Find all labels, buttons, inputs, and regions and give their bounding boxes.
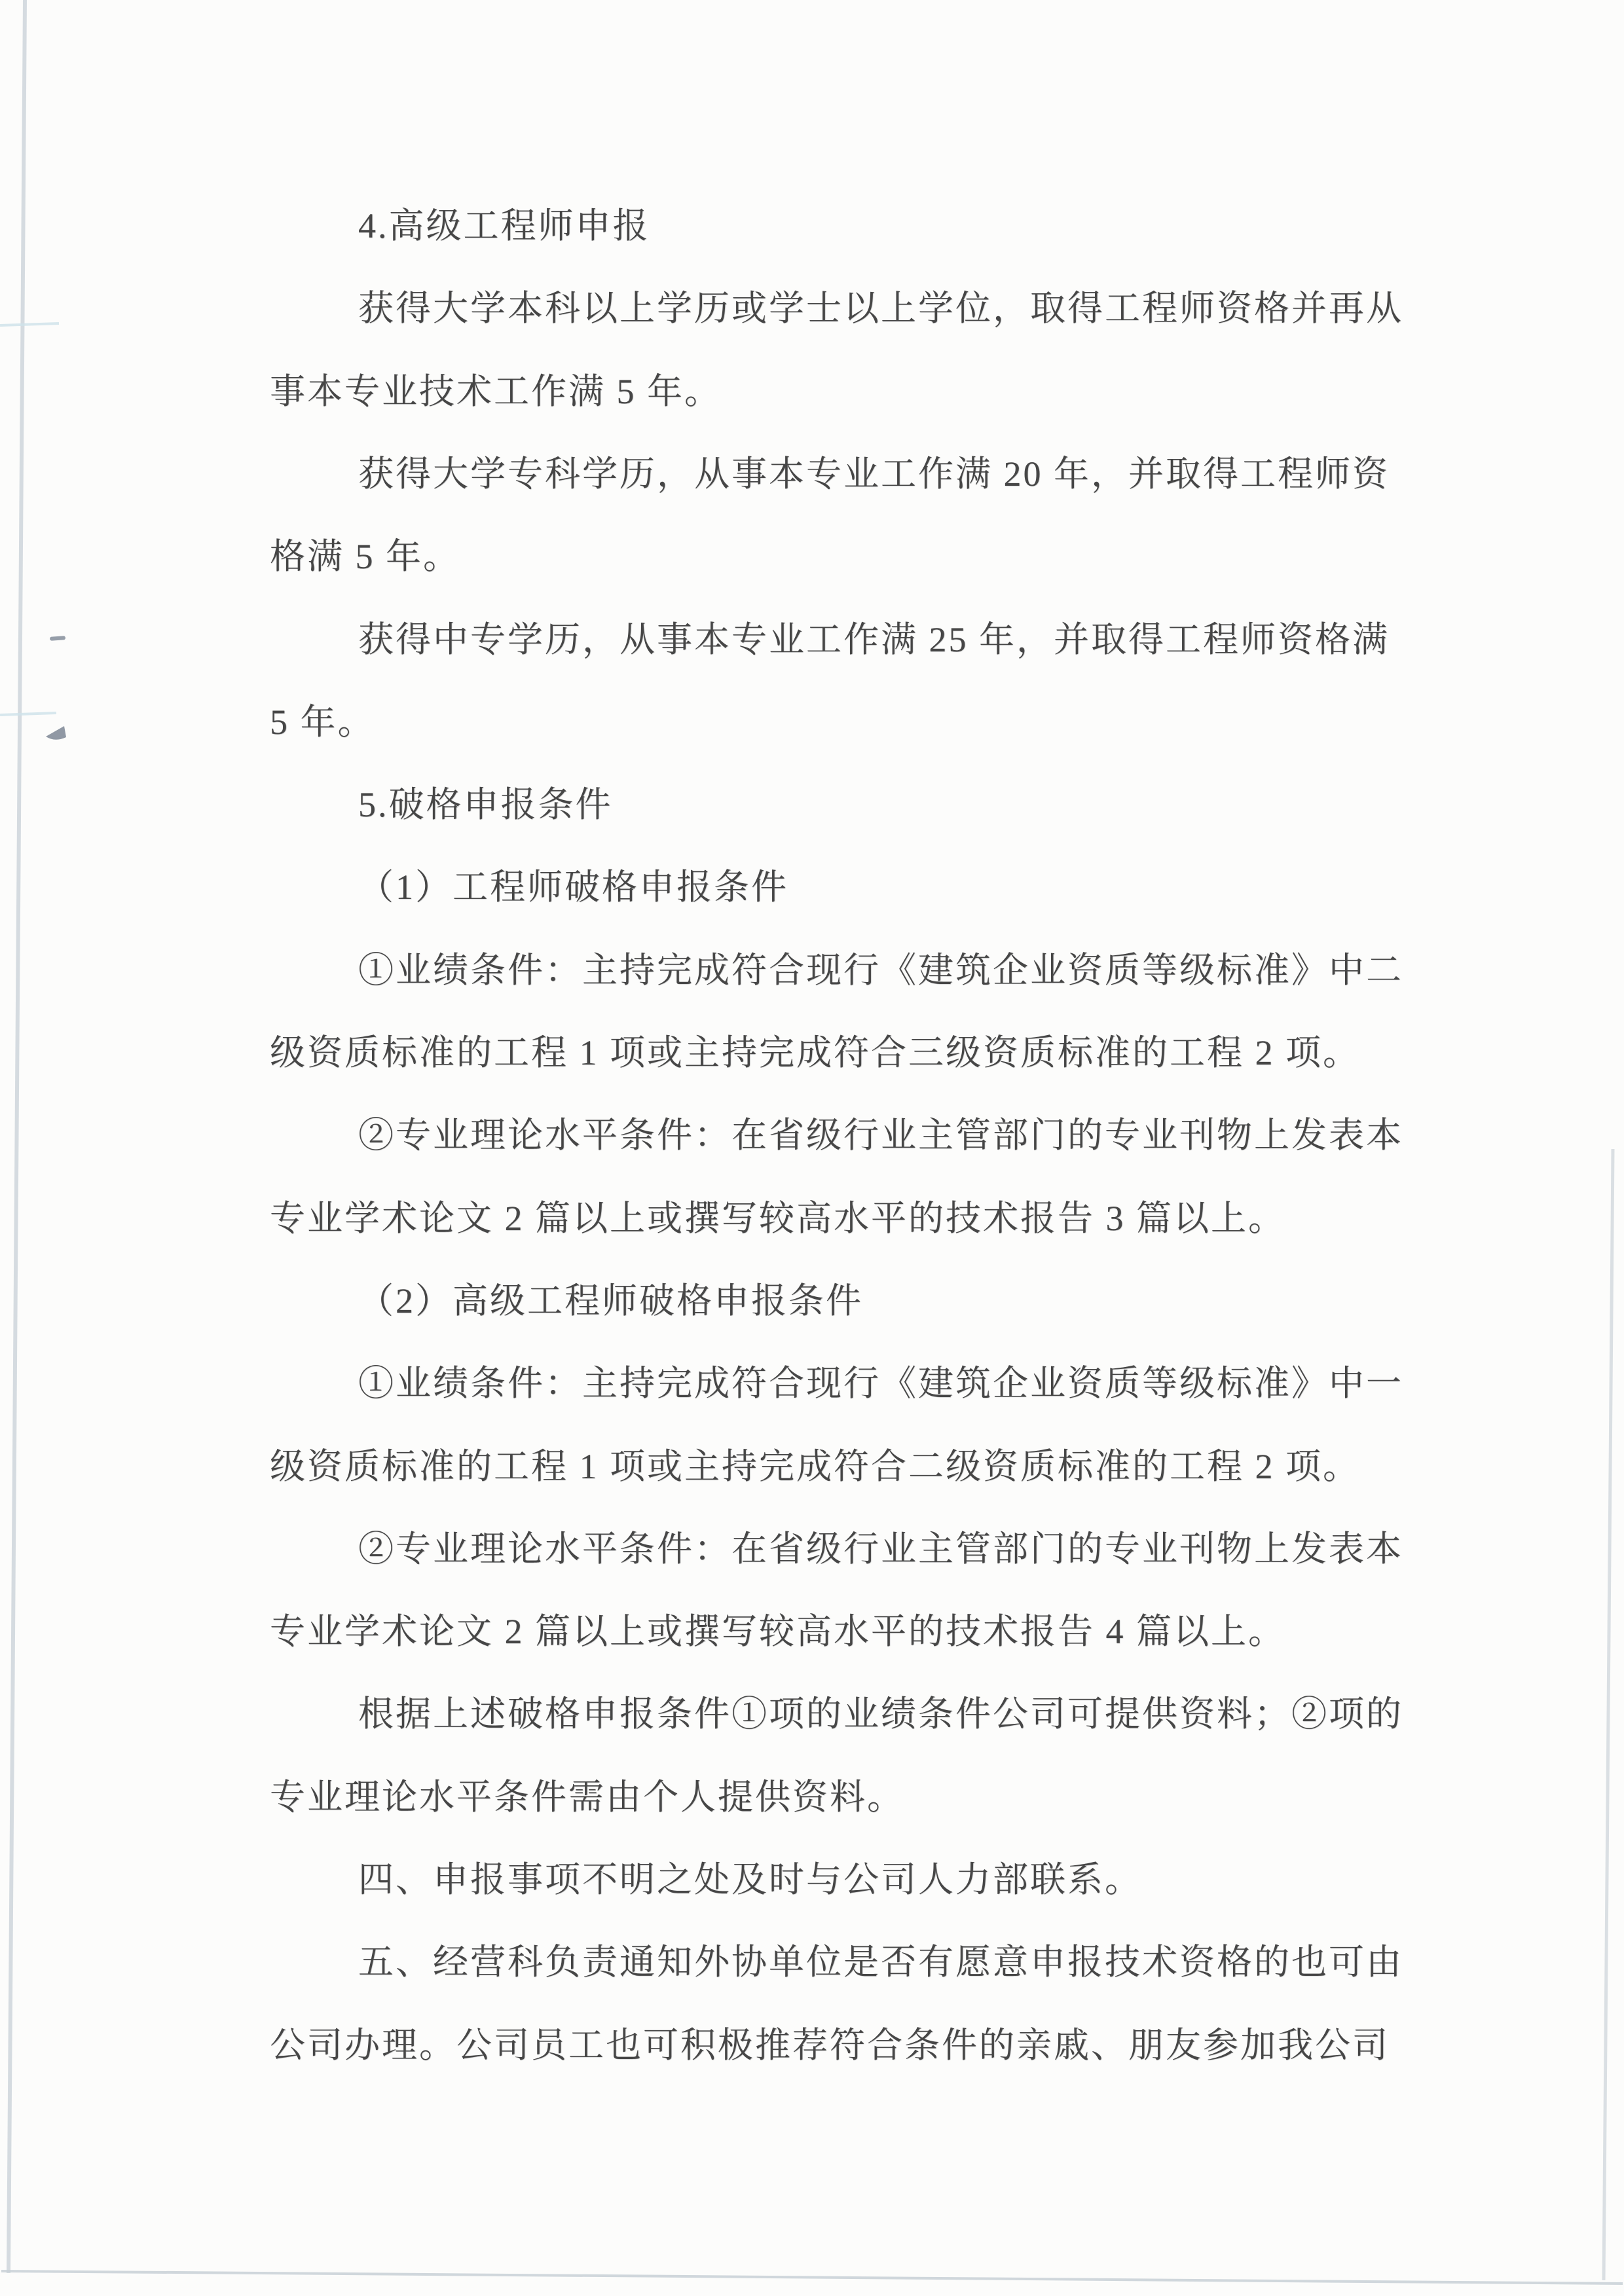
text-line: 专业理论水平条件需由个人提供资料。 <box>270 1777 904 1817</box>
text-line: 4.高级工程师申报 <box>358 206 650 246</box>
text-line: ②专业理论水平条件：在省级行业主管部门的专业刊物上发表本 <box>358 1529 1403 1569</box>
text-line: 获得中专学历，从事本专业工作满 25 年，并取得工程师资格满 <box>358 620 1390 659</box>
text-line: ②专业理论水平条件：在省级行业主管部门的专业刊物上发表本 <box>358 1116 1403 1155</box>
text-line: 事本专业技术工作满 5 年。 <box>270 372 722 411</box>
text-line: 5 年。 <box>270 702 375 742</box>
text-line: 5.破格申报条件 <box>358 785 613 824</box>
text-line: 级资质标准的工程 1 项或主持完成符合二级资质标准的工程 2 项。 <box>270 1447 1360 1486</box>
text-line: ①业绩条件：主持完成符合现行《建筑企业资质等级标准》中一 <box>358 1364 1403 1403</box>
text-line: 专业学术论文 2 篇以上或撰写较高水平的技术报告 4 篇以上。 <box>270 1612 1285 1651</box>
text-line: 级资质标准的工程 1 项或主持完成符合三级资质标准的工程 2 项。 <box>270 1033 1360 1072</box>
text-line: 专业学术论文 2 篇以上或撰写较高水平的技术报告 3 篇以上。 <box>270 1199 1285 1238</box>
text-line: （2）高级工程师破格申报条件 <box>358 1281 863 1321</box>
text-line: 获得大学专科学历，从事本专业工作满 20 年，并取得工程师资 <box>358 454 1390 494</box>
text-line: （1）工程师破格申报条件 <box>358 867 788 907</box>
text-line: 五、经营科负责通知外协单位是否有愿意申报技术资格的也可由 <box>358 1942 1403 1982</box>
text-line: 获得大学本科以上学历或学士以上学位，取得工程师资格并再从 <box>358 289 1403 328</box>
text-line: 格满 5 年。 <box>270 537 460 576</box>
text-line: ①业绩条件：主持完成符合现行《建筑企业资质等级标准》中二 <box>358 951 1403 990</box>
text-line: 四、申报事项不明之处及时与公司人力部联系。 <box>358 1860 1142 1899</box>
text-line: 公司办理。公司员工也可积极推荐符合条件的亲戚、朋友参加我公司 <box>270 2026 1390 2065</box>
text-line: 根据上述破格申报条件①项的业绩条件公司可提供资料；②项的 <box>358 1694 1403 1734</box>
